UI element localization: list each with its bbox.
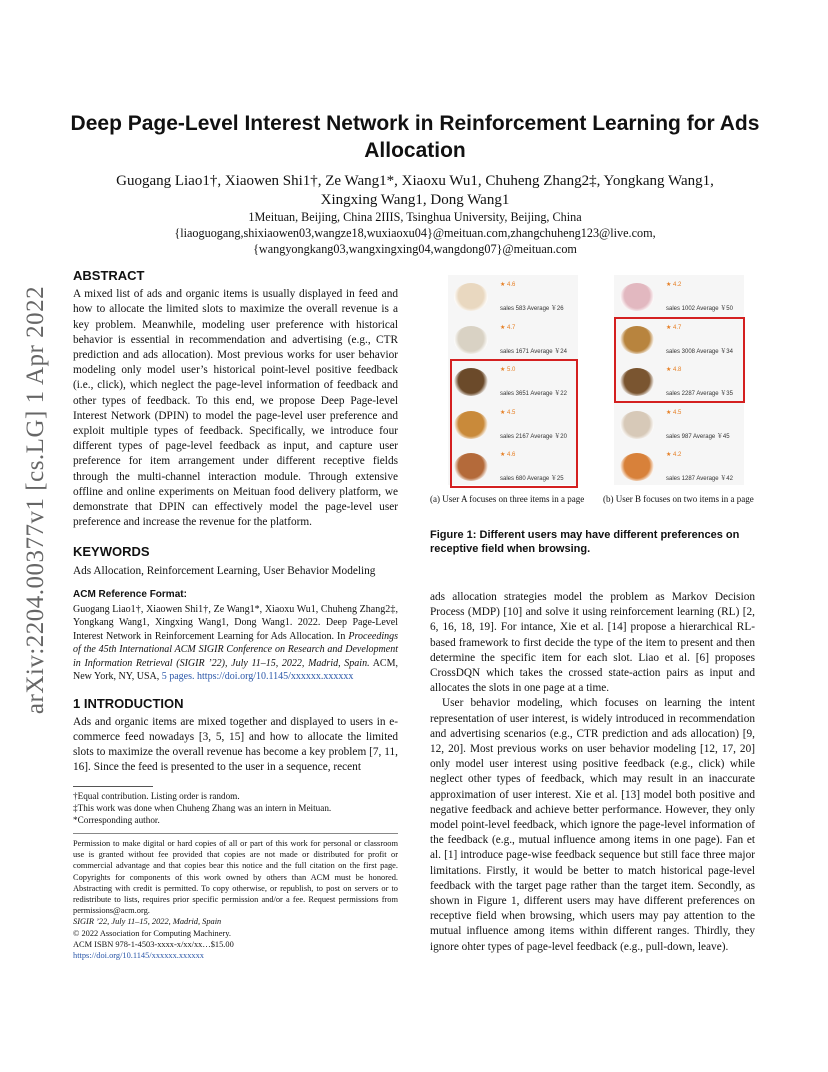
arxiv-identifier: arXiv:2204.00377v1 [cs.LG] 1 Apr 2022 [22, 285, 49, 715]
food-item-card [450, 320, 574, 360]
intro-paragraph: Ads and organic items are mixed together and displayed to users in e-commerce feed nowadays [3, 5, 15] and how to allocate the limited slots to maximize the overall revenue has become a key problem [7, 11, 16]. Since the feed is presented to the user in a sequence, recent [73, 715, 398, 774]
permission-block [73, 838, 398, 961]
food-sales: sales 1002 Average ￥50 [666, 306, 733, 312]
food-rating: ★ 4.5 [666, 409, 682, 416]
food-rating: ★ 4.6 [500, 282, 516, 288]
food-sales: sales 680 Average ￥25 [500, 476, 564, 482]
food-sales: sales 3008 Average ￥34 [666, 348, 733, 355]
food-rating: ★ 5.0 [500, 367, 516, 373]
footnote-corresponding: *Corresponding author. [73, 815, 160, 826]
food-rating: ★ 4.2 [666, 452, 682, 458]
food-sales: sales 2167 Average ￥20 [500, 433, 567, 440]
focus-box-a [450, 359, 578, 488]
food-rating: ★ 4.5 [500, 409, 516, 416]
food-rating: ★ 4.7 [500, 324, 516, 331]
permission-doi-link[interactable]: https://doi.org/10.1145/xxxxxx.xxxxxx [73, 951, 204, 961]
affiliations [100, 209, 730, 257]
affiliation-line: 1Meituan, Beijing, China 2IIIS, Tsinghua University, Beijing, China [248, 210, 582, 224]
subcaption-b: (b) User B focuses on two items in a page [603, 494, 754, 504]
acm-reference: Guogang Liao1†, Xiaowen Shi1†, Ze Wang1*, Xiaoxu Wu1, Chuheng Zhang2‡, Yongkang Wang1, Xingxing Wang1, Dong Wang1. 2022. Deep Page-Level Interest Network in Reinforcement Learning for Ads Allocation. In Proceedings of the 45th International ACM SIGIR Conference on Research and Development in Information Retrieval (SIGIR ’22), July 11–15, 2022, Madrid, Spain. ACM, New York, NY, USA, 5 pages. https://doi.org/10.1145/xxxxxx.xxxxxx [73, 604, 398, 683]
figure-caption: Figure 1: Different users may have different preferences on receptive field when browsing. [430, 529, 740, 555]
food-image-icon [620, 283, 654, 311]
footnote-equal-contribution: †Equal contribution. Listing order is random. [73, 791, 240, 801]
right-paragraph-2: User behavior modeling, which focuses on learning the intent representation of user interest, is widely introduced in recommendation and advertising scenarios (e.g., CTR prediction and ads allocation) [9, 12, 20]. Most previous works on user behavior modeling [12, 17, 20] only model user interest using positive feedback (e.g., click) while neglect other types of feedback, which may result in an inaccurate approximation of user interest. Xie et al. [13] model both positive and negative feedback and achieve better performance. However, they only model point-level feedback, which ignore the page-level information of the feedback (e.g., mutual influence among items in one page). Fan et al. [1] introduce page-wise feedback sequence but still face three major limitations. Firstly, it would be better to match historical page-level feedback with the target page rather than the target item. Secondly, as shown in Figure 1, different users may have different preferences on receptive field when browsing, which users may pay attention to the mutual influence among items within different ranges. Thirdly, they ignore ohter types of page-level feedback (e.g., pull-down, leave). [430, 697, 755, 953]
abstract-heading: ABSTRACT [73, 268, 145, 283]
food-sales: sales 3651 Average ￥22 [500, 391, 567, 397]
permission-text: Permission to make digital or hard copies of all or part of this work for personal or classroom use is granted without fee provided that copies are not made or distributed for profit or commercial advantage and that copies bear this notice and the full citation on the first page. Copyrights for components of this work owned by others than ACM must be honored. Abstracting with credit is permitted. To copy otherwise, or republish, to post on servers or to redistribute to lists, requires prior specific permission and/or a fee. Request permissions from permissions@acm.org. [73, 839, 398, 916]
food-item-card [616, 447, 740, 487]
food-image-icon [454, 283, 488, 311]
keywords-heading: KEYWORDS [73, 544, 150, 560]
acm-ref-doi-link[interactable]: https://doi.org/10.1145/xxxxxx.xxxxxx [197, 671, 354, 683]
acm-ref-venue: Proceedings of the 45th International ACM SIGIR Conference on Research and Development in Information Retrieval (SIGIR ’22), July 11–15, 2022, Madrid, Spain. [73, 630, 398, 669]
food-rating: ★ 4.2 [666, 282, 682, 288]
permission-rule [73, 833, 398, 834]
author-list: Guogang Liao1†, Xiaowen Shi1†, Ze Wang1*, Xiaoxu Wu1, Chuheng Zhang2‡, Yongkang Wang1, Xingxing Wang1, Dong Wang1 [116, 173, 714, 208]
focus-box-b [614, 317, 745, 403]
acm-ref-heading: ACM Reference Format: [73, 588, 187, 600]
subcaption-a: (a) User A focuses on three items in a page [430, 494, 585, 504]
food-sales: sales 583 Average ￥26 [500, 306, 564, 312]
food-image-icon [620, 411, 654, 439]
email-line-1: {liaoguogang,shixiaowen03,wangze18,wuxiaoxu04}@meituan.com,zhangchuheng123@live.com, [174, 226, 656, 240]
food-rating: ★ 4.6 [500, 452, 516, 458]
food-image-icon [620, 453, 654, 481]
food-sales: sales 1287 Average ￥42 [666, 476, 733, 482]
food-sales: sales 2287 Average ￥35 [666, 391, 733, 397]
acm-ref-pages[interactable]: 5 pages. [161, 671, 195, 683]
food-sales: sales 987 Average ￥45 [666, 433, 730, 440]
footnotes [73, 790, 398, 827]
food-rating: ★ 4.8 [666, 367, 682, 373]
food-rating: ★ 4.7 [666, 324, 682, 331]
food-item-card [616, 405, 740, 445]
keywords-text: Ads Allocation, Reinforcement Learning, User Behavior Modeling [73, 564, 376, 577]
paper-title: Deep Page-Level Interest Network in Reinforcement Learning for Ads Allocation [70, 112, 760, 162]
email-line-2: {wangyongkang03,wangxingxing04,wangdong07}@meituan.com [253, 242, 577, 256]
footnote-rule [73, 786, 153, 787]
intro-heading: 1 INTRODUCTION [73, 695, 184, 711]
footnote-intern: ‡This work was done when Chuheng Zhang was an intern in Meituan. [73, 803, 332, 814]
right-column [430, 590, 755, 955]
permission-venue: SIGIR ’22, July 11–15, 2022, Madrid, Spain [73, 917, 222, 927]
right-paragraph-1: ads allocation strategies model the problem as Markov Decision Process (MDP) [10] and solve it using reinforcement learning (RL) [2, 6, 16, 18, 19]. For intance, Xie et al. [14] propose a hierarchical RL-based framework to first decide the type of the item to present and then determine the specific item for each slot. Liao et al. [6] proposes CrossDQN which takes the crossed state-action pairs as input and allocates the slots in one page at a time. [430, 591, 755, 695]
permission-copyright: © 2022 Association for Computing Machinery. [73, 928, 231, 938]
left-column [73, 268, 398, 776]
food-item-card [450, 277, 574, 317]
abstract-text: A mixed list of ads and organic items is usually displayed in feed and how to allocate the limited slots to maximize the overall revenue is a key problem. Meanwhile, modeling user preference with historical behavior is essential in recommendation and advertising (e.g., CTR prediction and ads allocation). Most previous works for user behavior modeling only model user’s historical point-level positive feedback (i.e., click), which neglect the page-level information of feedback and other types of feedback. To this end, we propose Deep Page-level Interest Network (DPIN) to model the page-level user preference and exploit multiple types of feedback. Specifically, we introduce four different types of page-level feedback as input, and capture user preference for item arrangement under different receptive fields through the multi-channel interaction module. Through extensive offline and online experiments on Meituan food delivery platform, we demonstrate that DPIN can effectively model the page-level user preference and increase the revenue for the platform. [73, 288, 398, 529]
food-item-card [616, 277, 740, 317]
food-image-icon [454, 326, 488, 354]
permission-isbn: ACM ISBN 978-1-4503-xxxx-x/xx/xx…$15.00 [73, 939, 234, 949]
food-sales: sales 1671 Average ￥24 [500, 348, 567, 355]
